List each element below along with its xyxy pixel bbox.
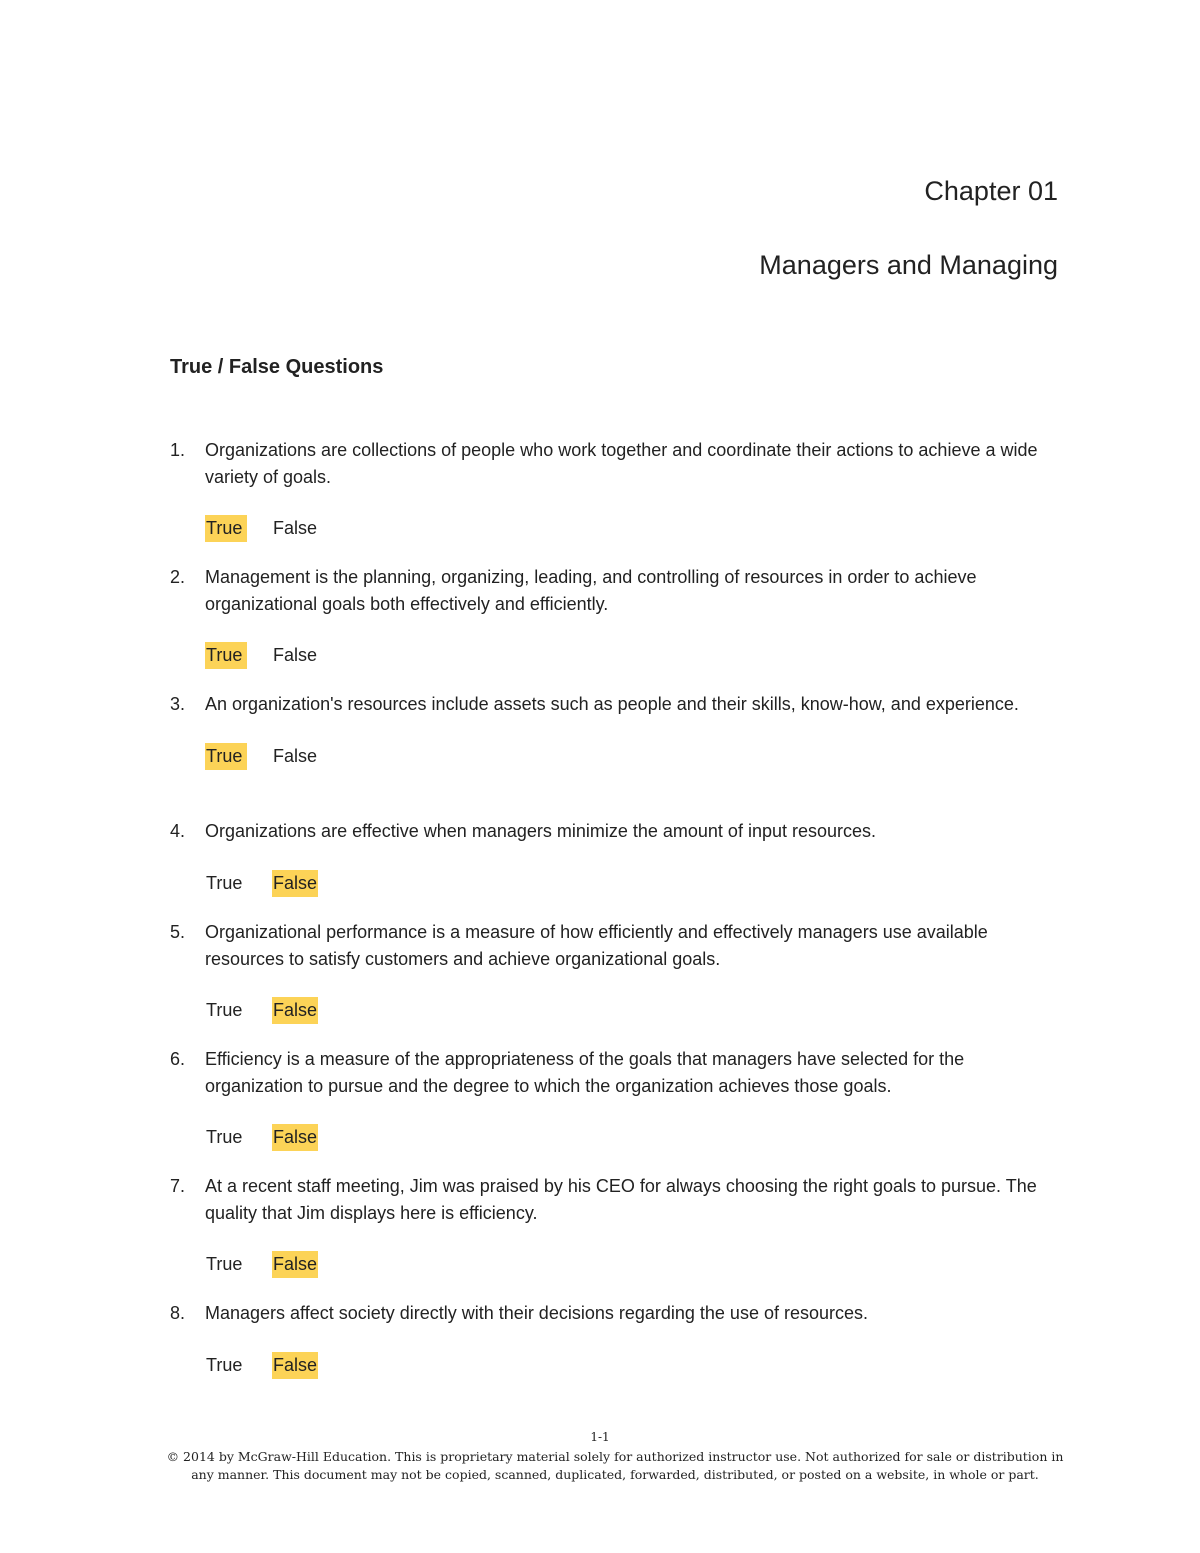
question-number: 8.: [170, 1303, 186, 1323]
answer-options: [205, 642, 1060, 669]
answer-false: False: [273, 745, 318, 766]
question-text: Organizational performance is a measure of how efficiently and effectively managers use available resources to satisfy customers and achieve organizational goals.: [205, 922, 988, 969]
answer-true: True: [205, 515, 247, 542]
question-number: 6.: [170, 1049, 186, 1069]
question-text: At a recent staff meeting, Jim was praised by his CEO for always choosing the right goals to pursue. The quality that Jim displays here is efficiency.: [205, 1176, 1037, 1223]
question-item: [170, 1046, 1060, 1173]
question-text: Management is the planning, organizing, leading, and controlling of resources in order to achieve organizational goals both effectively and efficiently.: [205, 567, 977, 614]
answer-true: True: [206, 872, 243, 893]
question-number: 4.: [170, 821, 186, 841]
answer-false: False: [273, 518, 318, 538]
answer-options: [205, 1352, 1060, 1379]
answer-options: [205, 870, 1060, 897]
question-number: 3.: [170, 694, 186, 714]
question-list: [170, 437, 1060, 1401]
answer-false: False: [272, 870, 318, 897]
question-item: [170, 919, 1060, 1046]
question-item: [170, 564, 1060, 691]
question-item: [170, 437, 1060, 564]
question-item: [170, 1300, 1060, 1401]
chapter-title: Managers and Managing: [759, 250, 1058, 280]
answer-options: [205, 1251, 1060, 1278]
question-item: [170, 1173, 1060, 1300]
answer-false: False: [272, 1352, 318, 1379]
question-text: Organizations are collections of people who work together and coordinate their actions to achieve a wide variety of goals.: [205, 440, 1038, 487]
chapter-label: Chapter 01: [924, 176, 1058, 206]
question-number: 5.: [170, 922, 186, 942]
answer-options: [205, 515, 1060, 542]
answer-true: True: [205, 642, 247, 669]
answer-false: False: [272, 1251, 318, 1278]
page-number: 1-1: [590, 1430, 610, 1444]
question-number: 7.: [170, 1176, 186, 1196]
question-item: [170, 818, 1060, 919]
question-text: Managers affect society directly with their decisions regarding the use of resources.: [205, 1303, 868, 1323]
answer-true: True: [206, 1354, 243, 1375]
answer-true: True: [205, 743, 247, 770]
answer-true: True: [206, 1254, 243, 1274]
copyright-footer: © 2014 by McGraw-Hill Education. This is proprietary material solely for authorized instructor use. Not authorized for sale or distribution in any manner. This document may not be copied, scanned, duplicated, forwarded, distributed, or posted on a website, in whole or part.: [166, 1449, 1064, 1482]
question-number: 1.: [170, 440, 186, 460]
answer-options: [205, 997, 1060, 1024]
answer-options: [205, 743, 1060, 770]
question-text: Organizations are effective when managers minimize the amount of input resources.: [205, 821, 877, 841]
answer-true: True: [206, 1127, 243, 1147]
section-heading: True / False Questions: [170, 356, 384, 378]
answer-false: False: [272, 997, 318, 1024]
question-text: An organization's resources include assets such as people and their skills, know-how, and experience.: [205, 694, 1019, 714]
question-number: 2.: [170, 567, 186, 587]
answer-false: False: [272, 1124, 318, 1151]
question-item: [170, 691, 1060, 818]
answer-true: True: [206, 1000, 243, 1020]
answer-false: False: [273, 645, 318, 665]
answer-options: [205, 1124, 1060, 1151]
question-text: Efficiency is a measure of the appropriateness of the goals that managers have selected for the organization to pursue and the degree to which the organization achieves those goals.: [205, 1049, 965, 1096]
